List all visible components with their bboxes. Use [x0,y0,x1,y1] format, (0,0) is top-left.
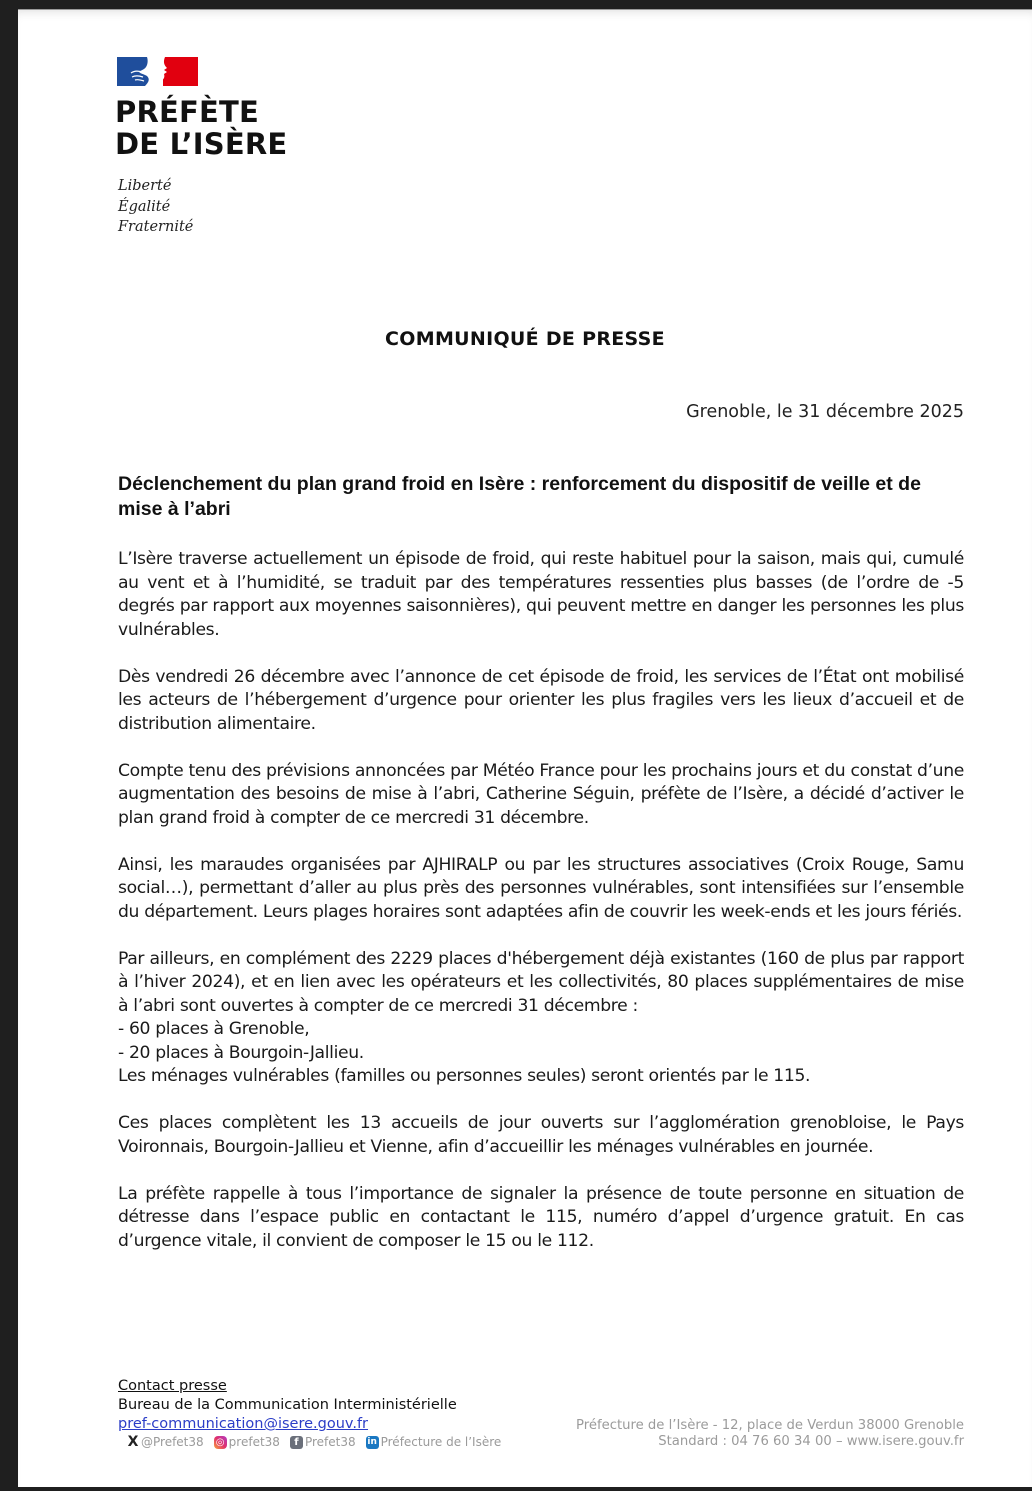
social-x[interactable] [127,1433,204,1452]
document-page [18,9,1032,1487]
places-item-bourgoin: - 20 places à Bourgoin-Jallieu. [118,1042,364,1063]
motto-fraternite: Fraternité [118,219,194,235]
prefecture-name [115,96,287,160]
paragraph-state-mobilisation: Dès vendredi 26 décembre avec l’annonce de cet épisode de froid, les services de l’État ont mobilisé les acteurs de l’hébergement d’urgence pour orienter les plus fragiles vers les lieux d’accueil et de distribution alimentaire. [118,666,964,734]
republic-motto [118,176,193,238]
motto-liberte: Liberté [118,178,172,194]
standard-line: Standard : 04 76 60 34 00 – www.isere.gouv.fr [658,1433,964,1449]
places-outro: Les ménages vulnérables (familles ou personnes seules) seront orientés par le 115. [118,1066,811,1086]
contact-title: Contact presse [118,1378,227,1394]
social-linkedin[interactable] [366,1433,502,1452]
prefecture-address [576,1418,964,1449]
social-instagram-label: prefet38 [228,1435,280,1449]
press-contact [118,1377,501,1452]
social-facebook-label: Prefet38 [304,1435,356,1449]
paragraph-cold-episode: L’Isère traverse actuellement un épisode de froid, qui reste habituel pour la saison, mais qui, cumulé au vent et à l’humidité, se traduit par des températures ressenties plus basses (de l’ordre de -5 degrés par rapport aux moyennes saisonnières), qui peuvent mettre en danger les personnes les plus vulnérables. [118,549,964,640]
places-intro: Par ailleurs, en complément des 2229 places d'hébergement déjà existantes (160 de plus par rapport à l’hiver 2024), et en lien avec les opérateurs et les collectivités, 80 places supplémentaires de mise à l’abri sont ouvertes à compter de ce mercredi 31 décembre : [118,948,964,1016]
contact-bureau: Bureau de la Communication Interministérielle [118,1397,457,1413]
places-item-grenoble: - 60 places à Grenoble, [118,1019,310,1039]
social-x-label: @Prefet38 [141,1435,204,1449]
flag-red-band [163,57,198,86]
paragraph-emergency-numbers: La préfète rappelle à tous l’importance de signaler la présence de toute personne en situation de détresse dans l’espace public en contactant le 115, numéro d’appel d’urgence gratuit. En cas d’urgence vitale, il convient de composer le 15 ou le 112. [118,1183,964,1251]
prefecture-name-line-1: PRÉFÈTE [115,95,260,129]
paragraph-day-shelters: Ces places complètent les 13 accueils de jour ouverts sur l’agglomération grenobloise, le Pays Voironnais, Bourgoin-Jallieu et Vienne, afin d’accueillir les ménages vulnérables en journée. [118,1113,964,1157]
motto-egalite: Égalité [118,198,171,215]
press-release-headline: Déclenchement du plan grand froid en Isère : renforcement du dispositif de veille et de mise à l’abri [118,473,921,520]
social-linkedin-label: Préfecture de l’Isère [380,1435,502,1449]
social-links [127,1433,501,1452]
paragraph-maraudes: Ainsi, les maraudes organisées par AJHIRALP ou par les structures associatives (Croix Rouge, Samu social…), permettant d’aller au plus près des personnes vulnérables, sont intensifiées sur l’ensemble du département. Leurs plages horaires sont adaptées afin de couvrir les week-ends et les jours fériés. [118,854,964,922]
linkedin-icon: in [367,1437,377,1447]
date-line: Grenoble, le 31 décembre 2025 [686,402,964,422]
contact-email-link[interactable]: pref-communication@isere.gouv.fr [118,1416,369,1432]
social-facebook[interactable] [290,1433,356,1452]
instagram-icon: ◎ [214,1436,227,1449]
facebook-icon: f [290,1436,303,1449]
address-line: Préfecture de l’Isère - 12, place de Verdun 38000 Grenoble [575,1418,964,1433]
paragraph-plan-activation: Compte tenu des prévisions annoncées par Météo France pour les prochains jours et du constat d’une augmentation des besoins de mise à l’abri, Catherine Séguin, préfète de l’Isère, a décidé d’activer le plan grand froid à compter de ce mercredi 31 décembre. [118,760,964,828]
marianne-flag-logo [117,57,198,86]
document-type-title: COMMUNIQUÉ DE PRESSE [385,328,665,350]
social-instagram[interactable] [214,1433,280,1452]
paragraph-additional-places [118,948,964,1089]
press-release-body [118,548,964,1277]
x-icon: X [127,1434,139,1450]
prefecture-name-line-2: DE L’ISÈRE [115,127,288,161]
